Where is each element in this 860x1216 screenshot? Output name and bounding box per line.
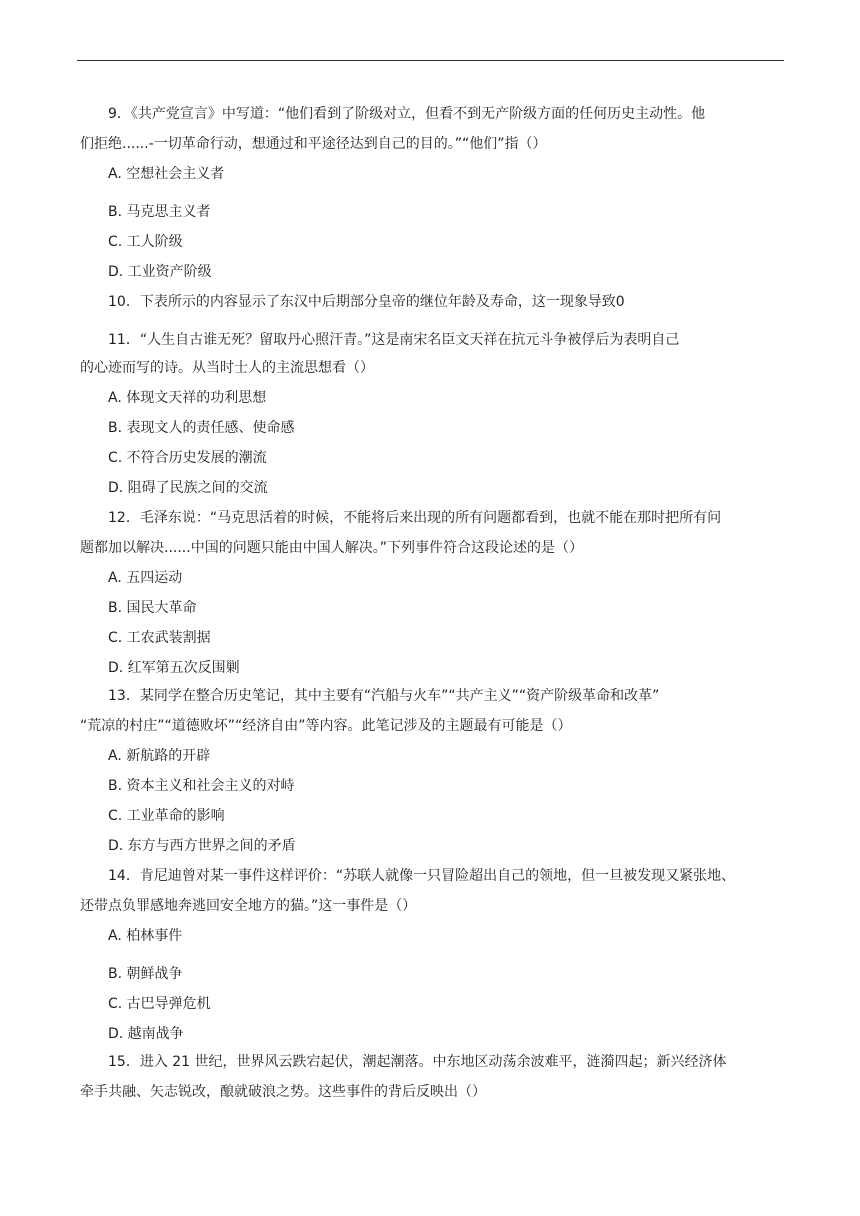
question-11-option-b: B. 表现文人的责任感、使命感 [108,420,295,436]
question-9-option-c: C. 工人阶级 [108,234,183,250]
question-11-option-d: D. 阻碍了民族之间的交流 [108,480,268,496]
question-12-option-a: A. 五四运动 [108,570,183,586]
question-13-option-d: D. 东方与西方世界之间的矛盾 [108,838,296,854]
question-14-line-2: 还带点负罪感地奔逃回安全地方的猫。”这一事件是（） [80,898,417,914]
question-13-line-2: “荒凉的村庄”“道德败坏”“经济自由”等内容。此笔记涉及的主题最有可能是（） [80,718,572,734]
question-14-option-c: C. 古巴导弹危机 [108,996,211,1012]
question-10-line-1: 10．下表所示的内容显示了东汉中后期部分皇帝的继位年龄及寿命，这一现象导致0 [108,294,625,310]
header-rule [77,60,784,61]
question-12-option-b: B. 国民大革命 [108,600,197,616]
question-14-line-1: 14．肯尼迪曾对某一事件这样评价：“苏联人就像一只冒险超出自己的领地，但一旦被发现又紧张地、 [108,868,736,884]
question-9-line-2: 们拒绝......-一切革命行动，想通过和平途径达到自己的目的。”“他们”指（） [80,136,547,152]
question-11-line-2: 的心迹而写的诗。从当时士人的主流思想看（） [80,360,374,376]
question-9-line-1: 9．《共产党宣言》中写道：“他们看到了阶级对立，但看不到无产阶级方面的任何历史主动性。他 [108,106,706,122]
question-12-option-d: D. 红军第五次反围剿 [108,660,240,676]
question-9-option-d: D. 工业资产阶级 [108,264,212,280]
question-13-line-1: 13．某同学在整合历史笔记，其中主要有“汽船与火车”“共产主义”“资产阶级革命和改革” [108,688,660,704]
question-11-option-c: C. 不符合历史发展的潮流 [108,450,267,466]
question-14-option-a: A. 柏林事件 [108,928,183,944]
question-13-option-a: A. 新航路的开辟 [108,748,211,764]
question-13-option-c: C. 工业革命的影响 [108,808,225,824]
question-12-line-1: 12．毛泽东说：“马克思活着的时候，不能将后来出现的所有问题都看到，也就不能在那时把所有问 [108,510,722,526]
question-9-option-a: A. 空想社会主义者 [108,166,225,182]
question-13-option-b: B. 资本主义和社会主义的对峙 [108,778,295,794]
question-15-line-1: 15．进入 21 世纪，世界风云跌宕起伏，潮起潮落。中东地区动荡余波难平，涟漪四起；新兴经济体 [108,1054,727,1070]
question-9-option-b: B. 马克思主义者 [108,204,211,220]
question-11-option-a: A. 体现文天祥的功利思想 [108,390,267,406]
question-12-option-c: C. 工农武装割据 [108,630,211,646]
question-14-option-d: D. 越南战争 [108,1026,184,1042]
question-14-option-b: B. 朝鲜战争 [108,966,183,982]
question-11-line-1: 11．“人生自古谁无死？留取丹心照汗青。”这是南宋名臣文天祥在抗元斗争被俘后为表明自己 [108,332,680,348]
question-12-line-2: 题都加以解决......中国的问题只能由中国人解决。”下列事件符合这段论述的是（） [80,540,583,556]
question-15-line-2: 牵手共融、矢志锐改，酿就破浪之势。这些事件的背后反映出（） [80,1084,486,1100]
